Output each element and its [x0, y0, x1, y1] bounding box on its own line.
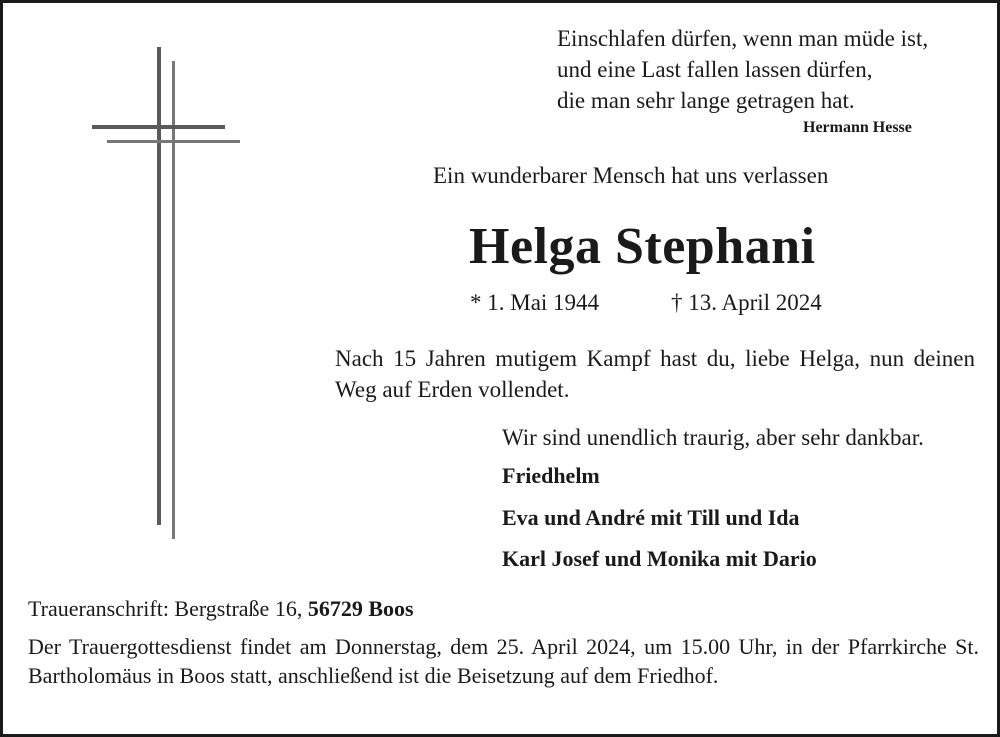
deceased-name: Helga Stephani — [469, 218, 816, 275]
thanks-line: Wir sind unendlich traurig, aber sehr dankbar. — [502, 425, 924, 450]
family-member: Karl Josef und Monika mit Dario — [502, 546, 817, 571]
mourning-address — [28, 596, 414, 622]
address-label: Traueranschrift: Bergstraße 16, — [28, 596, 303, 621]
service-notice: Der Trauergottesdienst findet am Donnerstag, dem 25. April 2024, um 15.00 Uhr, in der Pfarrkirche St. Bartholomäus in Boos statt, anschließend ist die Beisetzung auf dem Friedhof. — [28, 634, 979, 688]
quote-line: und eine Last fallen lassen dürfen, — [557, 57, 873, 82]
cross-horizontal-shadow — [107, 140, 240, 143]
death-date: † 13. April 2024 — [671, 290, 822, 315]
cross-vertical-shadow — [172, 61, 175, 539]
family-member: Eva und André mit Till und Ida — [502, 505, 800, 530]
farewell-message: Nach 15 Jahren mutigem Kampf hast du, liebe Helga, nun deinen Weg auf Erden vollendet. — [335, 346, 975, 402]
address-city: 56729 Boos — [307, 596, 414, 621]
hesse-quote — [557, 23, 928, 116]
cross-vertical-main — [157, 47, 161, 525]
cross-horizontal-main — [92, 125, 225, 129]
birth-date: * 1. Mai 1944 — [470, 290, 600, 315]
quote-line: Einschlafen dürfen, wenn man müde ist, — [557, 26, 929, 51]
cross-icon — [3, 3, 263, 563]
quote-author: Hermann Hesse — [803, 119, 912, 136]
quote-line: die man sehr lange getragen hat. — [557, 88, 855, 113]
intro-line: Ein wunderbarer Mensch hat uns verlassen — [433, 163, 829, 188]
family-member: Friedhelm — [502, 463, 600, 488]
